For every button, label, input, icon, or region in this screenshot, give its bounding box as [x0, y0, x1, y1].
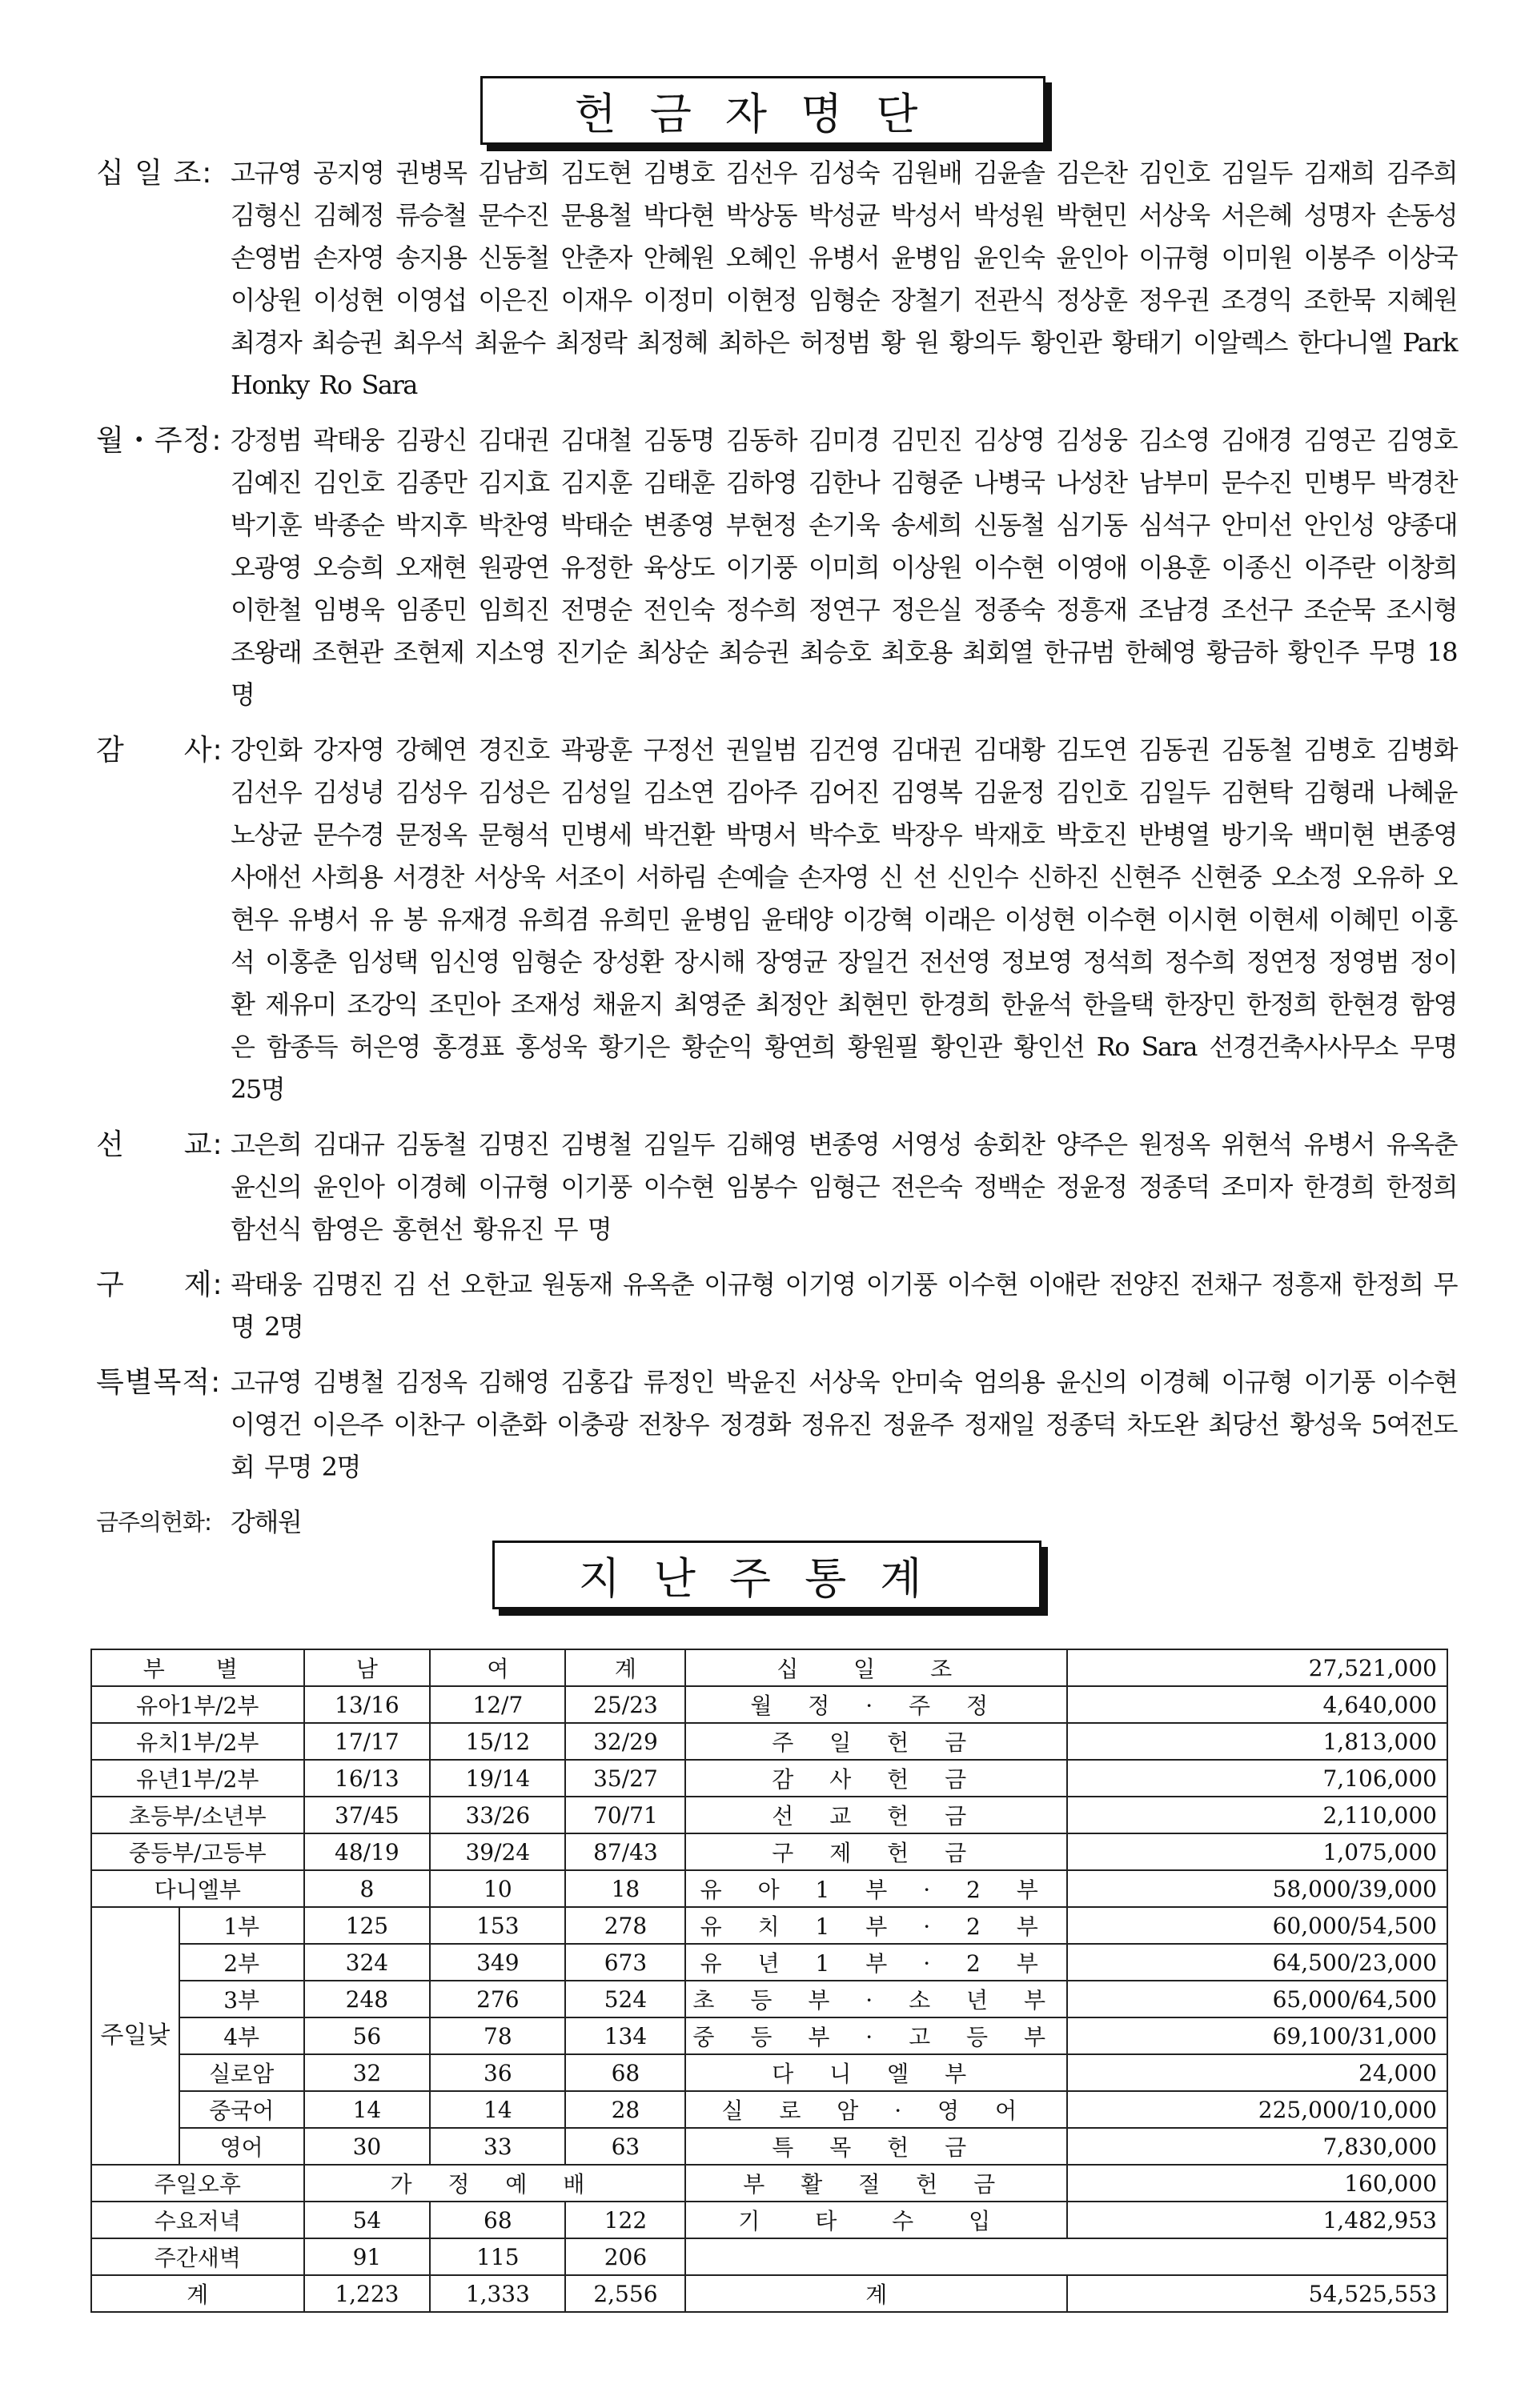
table-row [91, 2238, 1447, 2275]
total-count: 673 [565, 1944, 685, 1981]
female-count: 33 [430, 2128, 565, 2165]
offering-amount: 24,000 [1067, 2054, 1447, 2091]
offering-amount: 225,000/10,000 [1067, 2091, 1447, 2128]
dept-name: 중등부/고등부 [91, 1833, 304, 1870]
offering-label: 실 로 암 · 영 어 [685, 2091, 1067, 2128]
donor-category-label: 십 일 조: [96, 157, 213, 190]
table-row [91, 1870, 1447, 1907]
male-count: 30 [304, 2128, 431, 2165]
donor-category [96, 1501, 1457, 1544]
column-header: 남 [304, 1649, 431, 1686]
table-row [91, 2054, 1447, 2091]
total-count: 87/43 [565, 1833, 685, 1870]
total-count: 25/23 [565, 1686, 685, 1723]
stats-title: 지난주통계 [492, 1541, 1041, 1609]
offering-amount: 69,100/31,000 [1067, 2017, 1447, 2054]
donor-category-label: 특별목적: [96, 1366, 222, 1399]
male-count: 48/19 [304, 1833, 431, 1870]
female-count: 14 [430, 2091, 565, 2128]
dept-name: 2부 [179, 1944, 304, 1981]
female-count: 349 [430, 1944, 565, 1981]
total-count: 524 [565, 1981, 685, 2017]
total-count: 206 [565, 2238, 685, 2275]
male-count: 56 [304, 2017, 431, 2054]
female-count: 276 [430, 1981, 565, 2017]
donor-category [96, 152, 1457, 407]
offering-label: 다 니 엘 부 [685, 2054, 1067, 2091]
male-count: 16/13 [304, 1760, 431, 1797]
female-count: 15/12 [430, 1723, 565, 1760]
male-count: 91 [304, 2238, 431, 2275]
column-header: 계 [565, 1649, 685, 1686]
offering-amount: 58,000/39,000 [1067, 1870, 1447, 1907]
table-row [91, 2202, 1447, 2238]
table-row [91, 1981, 1447, 2017]
male-count: 37/45 [304, 1797, 431, 1833]
female-count: 33/26 [430, 1797, 565, 1833]
male-count: 17/17 [304, 1723, 431, 1760]
male-count: 32 [304, 2054, 431, 2091]
offering-label: 십 일 조 [685, 1649, 1067, 1686]
dept-name: 주간새벽 [91, 2238, 304, 2275]
offering-amount: 160,000 [1067, 2165, 1447, 2202]
offering-label: 특 목 헌 금 [685, 2128, 1067, 2165]
donor-names: 강인화 강자영 강혜연 경진호 곽광훈 구정선 권일범 김건영 김대권 김대황 김도연 김동권 김동철 김병호 김병화 김선우 김성녕 김성우 김성은 김성일 김소연 김아주 김어진 김영복 김윤정 김인호 김일두 김현탁 김형래 나혜윤 노상균 문수경 문정옥 문형석 민병세 박건환 박명서 박수호 박장우 박재호 박호진 반병열 방기욱 백미현 변종영 사애선 사희용 서경찬 서상욱 서조이 서하림 손예슬 손자영 신 선 신인수 신하진 신현주 신현중 오소정 오유하 오현우 유병서 유 봉 유재경 유희겸 유희민 윤병임 윤태양 이강혁 이래은 이성현 이수현 이시현 이현세 이혜민 이홍석 이홍춘 임성택 임신영 임형순 장성환 장시해 장영균 장일건 전선영 정보영 정석희 정수희 정연정 정영범 정이환 제유미 조강익 조민아 조재성 채윤지 최영준 최정안 최현민 한경희 한윤석 한을택 한장민 한정희 한현경 함영은 함종득 허은영 홍경표 홍성욱 황기은 황순익 황연희 황원필 황인관 황인선 Ro Sara 선경건축사사무소 무명 25명 [231, 735, 1457, 1104]
table-row [91, 2091, 1447, 2128]
column-header: 여 [430, 1649, 565, 1686]
female-count: 78 [430, 2017, 565, 2054]
donor-names: 고규영 공지영 권병목 김남희 김도현 김병호 김선우 김성숙 김원배 김윤솔 김은찬 김인호 김일두 김재희 김주희 김형신 김혜정 류승철 문수진 문용철 박다현 박상동 박성균 박성서 박성원 박현민 서상욱 서은혜 성명자 손동성 손영범 손자영 송지용 신동철 안춘자 안혜원 오혜인 유병서 윤병임 윤인숙 윤인아 이규형 이미원 이봉주 이상국 이상원 이성현 이영섭 이은진 이재우 이정미 이현정 임형순 장철기 전관식 정상훈 정우권 조경익 조한묵 지혜원 최경자 최승권 최우석 최윤수 최정락 최정혜 최하은 허정범 황 원 황의두 황인관 황태기 이알렉스 한다니엘 Park Honky Ro Sara [231, 158, 1458, 400]
total-count: 32/29 [565, 1723, 685, 1760]
column-header: 부 별 [91, 1649, 304, 1686]
female-count: 10 [430, 1870, 565, 1907]
male-count: 125 [304, 1907, 431, 1944]
table-row [91, 2165, 1447, 2202]
empty-cell [685, 2238, 1447, 2275]
offering-amount: 1,482,953 [1067, 2202, 1447, 2238]
donor-category-label: 선 교: [96, 1128, 223, 1161]
total-count: 28 [565, 2091, 685, 2128]
offering-label: 선 교 헌 금 [685, 1797, 1067, 1833]
donor-category [96, 419, 1457, 716]
donor-names: 강정범 곽태웅 김광신 김대권 김대철 김동명 김동하 김미경 김민진 김상영 김성웅 김소영 김애경 김영곤 김영호 김예진 김인호 김종만 김지효 김지훈 김태훈 김하영 김한나 김형준 나병국 나성찬 남부미 문수진 민병무 박경찬 박기훈 박종순 박지후 박찬영 박태순 변종영 부현정 손기욱 송세희 신동철 심기동 심석구 안미선 안인성 양종대 오광영 오승희 오재현 원광연 유정한 육상도 이기풍 이미희 이상원 이수현 이영애 이용훈 이종신 이주란 이창희 이한철 임병욱 임종민 임희진 전명순 전인숙 정수희 정연구 정은실 정종숙 정흥재 조남경 조선구 조순묵 조시형 조왕래 조현관 조현제 지소영 진기순 최상순 최승권 최승호 최호용 최회열 한규범 한혜영 황금하 황인주 무명 18명 [231, 425, 1457, 710]
total-count: 122 [565, 2202, 685, 2238]
male-count: 13/16 [304, 1686, 431, 1723]
table-row [91, 1833, 1447, 1870]
dept-name: 계 [91, 2275, 304, 2312]
dept-name: 초등부/소년부 [91, 1797, 304, 1833]
male-count: 1,223 [304, 2275, 431, 2312]
offering-label: 중 등 부 · 고 등 부 [685, 2017, 1067, 2054]
female-count: 19/14 [430, 1760, 565, 1797]
offering-amount: 7,106,000 [1067, 1760, 1447, 1797]
offering-label: 구 제 헌 금 [685, 1833, 1067, 1870]
offering-amount: 65,000/64,500 [1067, 1981, 1447, 2017]
offering-label: 감 사 헌 금 [685, 1760, 1067, 1797]
female-count: 36 [430, 2054, 565, 2091]
donor-names: 고규영 김병철 김정옥 김해영 김홍갑 류정인 박윤진 서상욱 안미숙 엄의용 윤신의 이경혜 이규형 이기풍 이수현 이영건 이은주 이찬구 이춘화 이충광 전창우 정경화 정유진 정윤주 정재일 정종덕 차도완 최당선 황성욱 5여전도회 무명 2명 [231, 1367, 1457, 1482]
total-count: 63 [565, 2128, 685, 2165]
dept-name: 4부 [179, 2017, 304, 2054]
donor-category-label: 금주의헌화: [96, 1509, 211, 1536]
dept-name: 수요저녁 [91, 2202, 304, 2238]
sunday-group-label [91, 1907, 179, 2165]
offering-label: 기 타 수 입 [685, 2202, 1067, 2238]
merged-note: 가 정 예 배 [304, 2165, 686, 2202]
donor-list-title: 헌금자명단 [480, 76, 1045, 145]
dept-name: 유아1부/2부 [91, 1686, 304, 1723]
offering-amount: 60,000/54,500 [1067, 1907, 1447, 1944]
donor-names: 강해원 [231, 1507, 302, 1537]
offering-amount: 7,830,000 [1067, 2128, 1447, 2165]
total-count: 35/27 [565, 1760, 685, 1797]
table-row [91, 1944, 1447, 1981]
total-count: 70/71 [565, 1797, 685, 1833]
stats-table [90, 1649, 1448, 2313]
table-row [91, 1797, 1447, 1833]
donor-names: 곽태웅 김명진 김 선 오한교 원동재 유옥춘 이규형 이기영 이기풍 이수현 이애란 전양진 전채구 정흥재 한정희 무명 2명 [231, 1269, 1457, 1342]
offering-label: 초 등 부 · 소 년 부 [685, 1981, 1067, 2017]
offering-label: 월 정 · 주 정 [685, 1686, 1067, 1723]
donor-category [96, 1124, 1457, 1251]
offering-amount: 2,110,000 [1067, 1797, 1447, 1833]
male-count: 54 [304, 2202, 431, 2238]
offering-amount: 64,500/23,000 [1067, 1944, 1447, 1981]
female-count: 1,333 [430, 2275, 565, 2312]
dept-name: 실로암 [179, 2054, 304, 2091]
dept-name: 영어 [179, 2128, 304, 2165]
donor-list [96, 152, 1457, 1557]
table-row [91, 1686, 1447, 1723]
table-row [91, 2128, 1447, 2165]
male-count: 8 [304, 1870, 431, 1907]
table-row [91, 2017, 1447, 2054]
female-count: 115 [430, 2238, 565, 2275]
table-row [91, 2275, 1447, 2312]
offering-amount: 54,525,553 [1067, 2275, 1447, 2312]
offering-label: 유 년 1 부 · 2 부 [685, 1944, 1067, 1981]
donor-category-label: 구 제: [96, 1268, 223, 1301]
table-row [91, 1907, 1447, 1944]
male-count: 14 [304, 2091, 431, 2128]
offering-amount: 1,075,000 [1067, 1833, 1447, 1870]
total-count: 278 [565, 1907, 685, 1944]
total-count: 2,556 [565, 2275, 685, 2312]
offering-label: 유 아 1 부 · 2 부 [685, 1870, 1067, 1907]
donor-names: 고은희 김대규 김동철 김명진 김병철 김일두 김해영 변종영 서영성 송회찬 양주은 원정옥 위현석 유병서 유옥춘 윤신의 윤인아 이경혜 이규형 이기풍 이수현 임봉수 임형근 전은숙 정백순 정윤정 정종덕 조미자 한경희 한정희 함선식 함영은 홍현선 황유진 무 명 [231, 1129, 1457, 1244]
female-count: 68 [430, 2202, 565, 2238]
dept-name: 유치1부/2부 [91, 1723, 304, 1760]
dept-name: 1부 [179, 1907, 304, 1944]
offering-label: 부 활 절 헌 금 [685, 2165, 1067, 2202]
dept-name: 3부 [179, 1981, 304, 2017]
dept-name: 다니엘부 [91, 1870, 304, 1907]
donor-category [96, 1361, 1457, 1488]
donor-category [96, 729, 1457, 1111]
offering-label: 유 치 1 부 · 2 부 [685, 1907, 1067, 1944]
male-count: 324 [304, 1944, 431, 1981]
donor-category-label: 감 사: [96, 734, 223, 767]
male-count: 248 [304, 1981, 431, 2017]
total-count: 134 [565, 2017, 685, 2054]
offering-amount: 4,640,000 [1067, 1686, 1447, 1723]
female-count: 153 [430, 1907, 565, 1944]
offering-label: 주 일 헌 금 [685, 1723, 1067, 1760]
total-count: 68 [565, 2054, 685, 2091]
female-count: 39/24 [430, 1833, 565, 1870]
offering-label: 계 [685, 2275, 1067, 2312]
sunday-group-text: 주일낮 [100, 2021, 171, 2049]
female-count: 12/7 [430, 1686, 565, 1723]
total-count: 18 [565, 1870, 685, 1907]
offering-amount: 27,521,000 [1067, 1649, 1447, 1686]
table-row [91, 1723, 1447, 1760]
table-row [91, 1649, 1447, 1686]
dept-name: 유년1부/2부 [91, 1760, 304, 1797]
donor-category [96, 1264, 1457, 1348]
offering-amount: 1,813,000 [1067, 1723, 1447, 1760]
dept-name: 주일오후 [91, 2165, 304, 2202]
dept-name: 중국어 [179, 2091, 304, 2128]
table-row [91, 1760, 1447, 1797]
donor-category-label: 월・주정: [96, 424, 223, 457]
